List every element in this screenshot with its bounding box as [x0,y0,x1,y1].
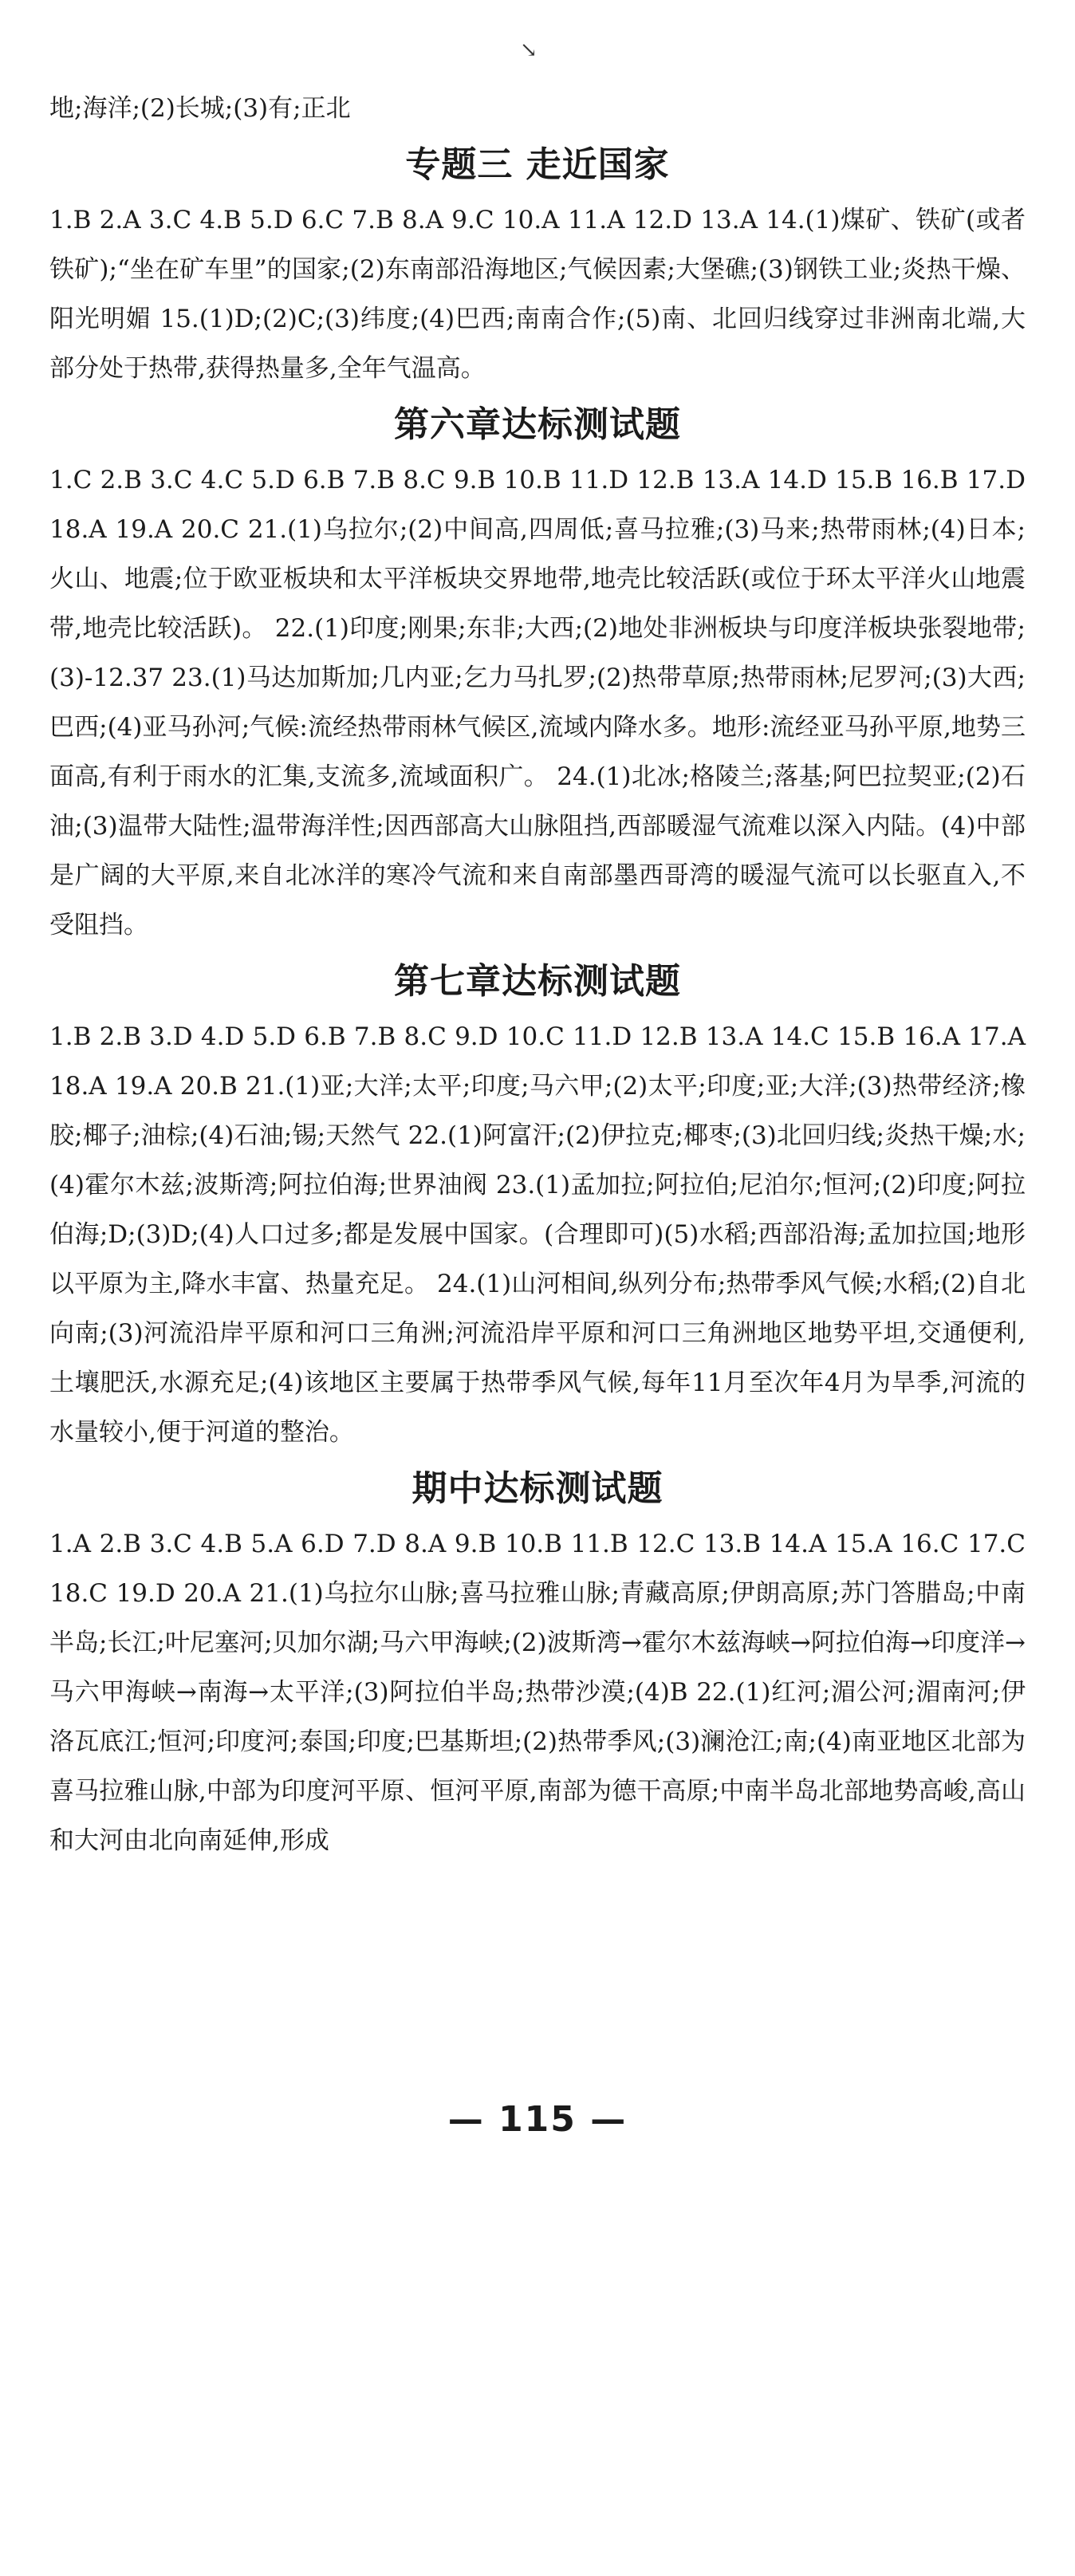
section-text-topic-3: 1.B 2.A 3.C 4.B 5.D 6.C 7.B 8.A 9.C 10.A 11.A 12.D 13.A 14.(1)煤矿、铁矿(或者铁矿);“坐在矿车里”的国家;(2)东南部沿海地区;气候因素;大堡礁;(3)钢铁工业;炎热干燥、阳光明媚 15.(1)D;(2)C;(3)纬度;(4)巴西;南南合作;(5)南、北回归线穿过非洲南北端,大部分处于热带,获得热量多,全年气温高。 [49,206,1026,383]
section-title-midterm: 期中达标测试题 [411,1468,664,1509]
section-title-topic-3: 专题三 走近国家 [405,144,670,185]
section-text-chapter-7: 1.B 2.B 3.D 4.D 5.D 6.B 7.B 8.C 9.D 10.C 11.D 12.B 13.A 14.C 15.B 16.A 17.A 18.A 19.A 20.B 21.(1)亚;大洋;太平;印度;马六甲;(2)太平;印度;亚;大洋;(3)热带经济;橡胶;椰子;油棕;(4)石油;锡;天然气 22.(1)阿富汗;(2)伊拉克;椰枣;(3)北回归线;炎热干燥;水;(4)霍尔木兹;波斯湾;阿拉伯海;世界油阀 23.(1)孟加拉;阿拉伯;尼泊尔;恒河;(2)印度;阿拉伯海;D;(3)D;(4)人口过多;都是发展中国家。(合理即可)(5)水稻;西部沿海;孟加拉国;地形以平原为主,降水丰富、热量充足。 24.(1)山河相间,纵列分布;热带季风气候;水稻;(2)自北向南;(3)河流沿岸平原和河口三角洲;河流沿岸平原和河口三角洲地区地势平坦,交通便利,土壤肥沃,水源充足;(4)该地区主要属于热带季风气候,每年11月至次年4月为旱季,河流的水量较小,便于河道的整治。 [49,1022,1026,1447]
section-title-chapter-6: 第六章达标测试题 [394,404,681,445]
intro-paragraph: 地;海洋;(2)长城;(3)有;正北 [49,94,351,123]
section-text-midterm: 1.A 2.B 3.C 4.B 5.A 6.D 7.D 8.A 9.B 10.B 11.B 12.C 13.B 14.A 15.A 16.C 17.C 18.C 19.D 20.A 21.(1)乌拉尔山脉;喜马拉雅山脉;青藏高原;伊朗高原;苏门答腊岛;中南半岛;长江;叶尼塞河;贝加尔湖;马六甲海峡;(2)波斯湾→霍尔木兹海峡→阿拉伯海→印度洋→马六甲海峡→南海→太平洋;(3)阿拉伯半岛;热带沙漠;(4)B 22.(1)红河;湄公河;湄南河;伊洛瓦底江;恒河;印度河;泰国;印度;巴基斯坦;(2)热带季风;(3)澜沧江;南;(4)南亚地区北部为喜马拉雅山脉,中部为印度河平原、恒河平原,南部为德干高原;中南半岛北部地势高峻,高山和大河由北向南延伸,形成 [49,1530,1026,1855]
scan-mark: ↘ [520,38,538,62]
section-title-chapter-7: 第七章达标测试题 [394,961,681,1002]
page-number: — 115 — [447,2099,628,2140]
section-text-chapter-6: 1.C 2.B 3.C 4.C 5.D 6.B 7.B 8.C 9.B 10.B 11.D 12.B 13.A 14.D 15.B 16.B 17.D 18.A 19.A 20.C 21.(1)乌拉尔;(2)中间高,四周低;喜马拉雅;(3)马来;热带雨林;(4)日本;火山、地震;位于欧亚板块和太平洋板块交界地带,地壳比较活跃(或位于环太平洋火山地震带,地壳比较活跃)。 22.(1)印度;刚果;东非;大西;(2)地处非洲板块与印度洋板块张裂地带;(3)-12.37 23.(1)马达加斯加;几内亚;乞力马扎罗;(2)热带草原;热带雨林;尼罗河;(3)大西;巴西;(4)亚马孙河;气候:流经热带雨林气候区,流域内降水多。地形:流经亚马孙平原,地势三面高,有利于雨水的汇集,支流多,流域面积广。 24.(1)北冰;格陵兰;落基;阿巴拉契亚;(2)石油;(3)温带大陆性;温带海洋性;因西部高大山脉阻挡,西部暖湿气流难以深入内陆。(4)中部是广阔的大平原,来自北冰洋的寒冷气流和来自南部墨西哥湾的暖湿气流可以长驱直入,不受阻挡。 [49,466,1026,939]
